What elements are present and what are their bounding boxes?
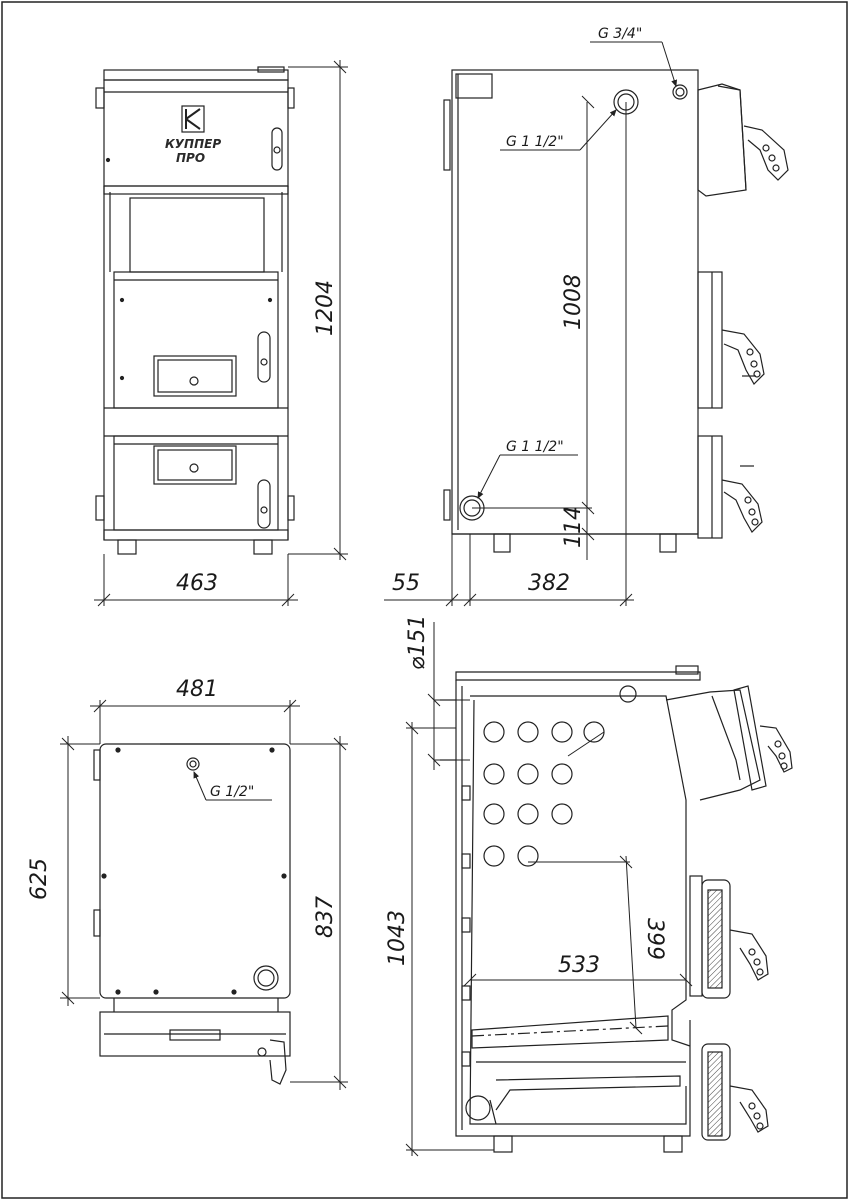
front-upper-door [104,80,288,186]
top-fitting-label: G 1/2" [210,784,255,800]
front-upper-handle-icon [272,128,282,170]
side-top-pipe-label: G 1 1/2" [506,134,564,150]
section-view [440,666,792,1152]
section-height-dimension: 1043 [385,910,410,966]
brand-logo-icon [182,106,204,132]
side-small-pipe-icon [673,85,687,99]
front-lower-handle-icon [258,480,270,528]
top-dimension-lines [60,700,348,1090]
section-inner-height-dimension: 399 [642,918,667,960]
fire-tube [484,764,504,784]
top-overall-depth-dimension: 837 [313,896,338,938]
top-handle-icon [258,1040,286,1084]
fire-tube [518,764,538,784]
side-depth-dimension: 382 [528,571,570,596]
front-middle-handle-icon [258,332,270,382]
section-inner-length-dimension: 533 [558,953,600,978]
fire-tube [552,722,572,742]
front-width-dimension: 463 [176,571,218,596]
brand-name-line1: КУППЕР [165,137,222,151]
top-fitting-icon [187,758,199,770]
top-flue-icon [254,966,278,990]
side-bottom-pipe-label: G 1 1/2" [506,439,564,455]
section-flue-diameter-dimension: ⌀151 [405,614,430,670]
fire-tube [484,804,504,824]
side-view [444,70,788,552]
fire-tube [552,804,572,824]
brand-name-line2: ПРО [176,151,206,165]
side-upper-door-icon [698,84,788,196]
side-dimension-lines [384,42,676,606]
side-pipe-height-dimension: 1008 [561,274,586,330]
section-dimension-lines [406,622,692,1156]
fire-tube [484,846,504,866]
fire-tube [484,722,504,742]
side-offset-dimension: 55 [392,571,420,596]
fire-tubes [484,686,636,866]
side-lower-door-icon [698,436,762,538]
fire-tube [518,846,538,866]
fire-tube [518,804,538,824]
side-bottom-pipe-height-dimension: 114 [561,506,586,548]
side-middle-door-icon [698,272,764,408]
top-body [100,744,290,998]
front-height-dimension: 1204 [313,280,338,336]
side-small-pipe-label: G 3/4" [598,26,643,42]
top-view [94,744,290,1084]
front-loading-door [114,272,278,408]
top-width-dimension: 481 [176,677,218,702]
fire-tube [552,764,572,784]
fire-tube [518,722,538,742]
top-depth-dimension: 625 [27,858,52,900]
